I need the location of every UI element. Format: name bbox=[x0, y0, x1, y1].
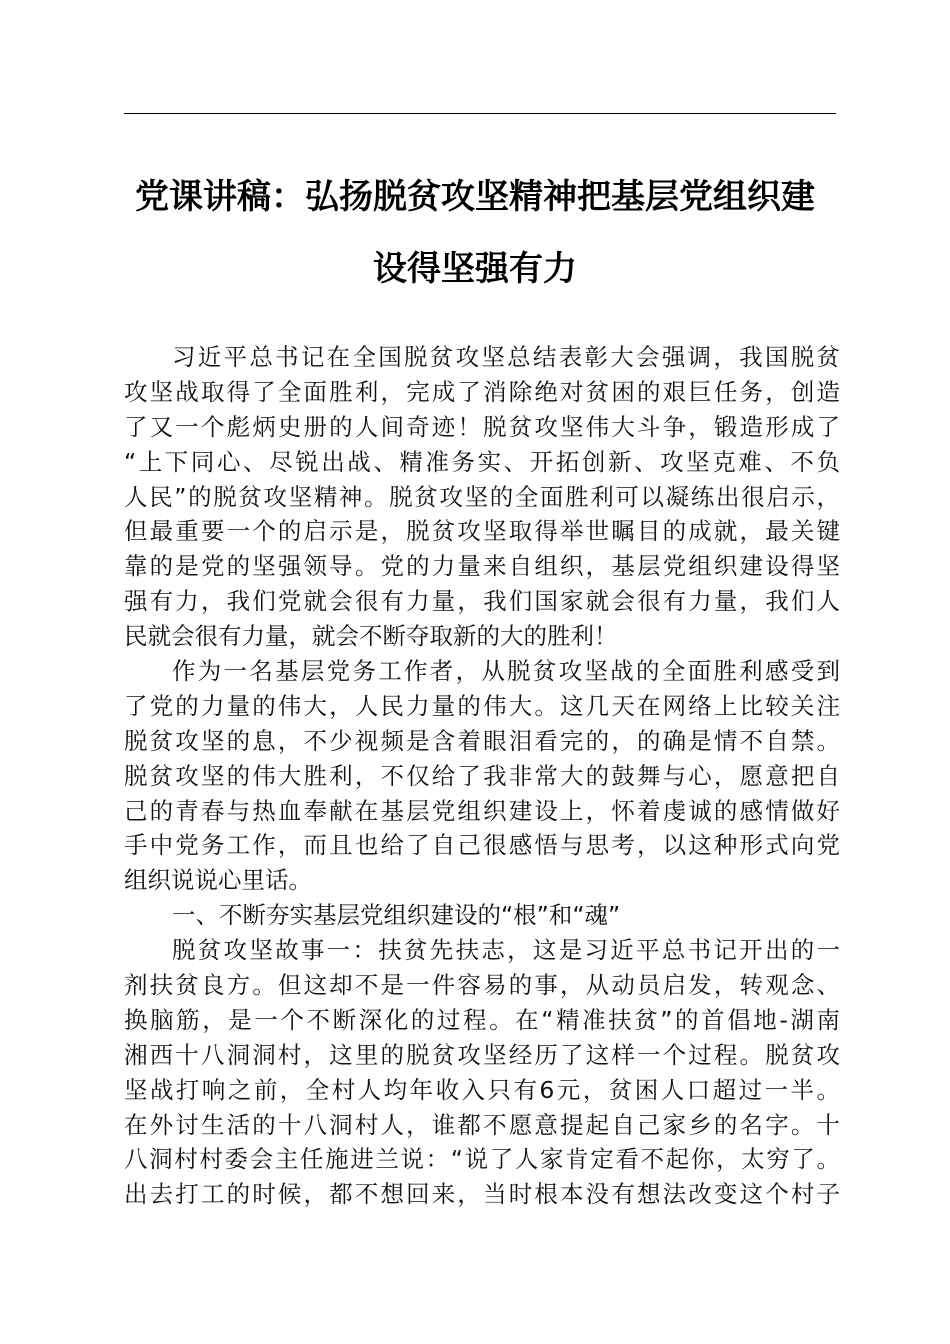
paragraph-1-line: 了又一个彪炳史册的人间奇迹！脱贫攻坚伟大斗争，锻造形成了 bbox=[124, 412, 840, 441]
paragraph-1-line: 攻坚战取得了全面胜利，完成了消除绝对贫困的艰巨任务，创造 bbox=[124, 377, 840, 406]
paragraph-1-line: 人民”的脱贫攻坚精神。脱贫攻坚的全面胜利可以凝练出很启示， bbox=[124, 482, 840, 511]
paragraph-3-line: 出去打工的时候，都不想回来，当时根本没有想法改变这个村子 bbox=[124, 1180, 840, 1209]
paragraph-1-line: 习近平总书记在全国脱贫攻坚总结表彰大会强调，我国脱贫 bbox=[172, 343, 840, 371]
paragraph-3-line: 脱贫攻坚故事一：扶贫先扶志，这是习近平总书记开出的一 bbox=[172, 936, 840, 965]
document-title-line-1: 党课讲稿：弘扬脱贫攻坚精神把基层党组织建 bbox=[135, 177, 815, 217]
paragraph-1-line: 但最重要一个的启示是，脱贫攻坚取得举世瞩目的成就，最关键 bbox=[124, 517, 840, 546]
paragraph-3-line: 在外讨生活的十八洞村人，谁都不愿意提起自己家乡的名字。十 bbox=[124, 1110, 840, 1139]
paragraph-3-line: 坚战打响之前，全村人均年收入只有6元，贫困人口超过一半。 bbox=[124, 1075, 840, 1104]
paragraph-2-line: 脱贫攻坚的息，不少视频是含着眼泪看完的，的确是情不自禁。 bbox=[124, 726, 840, 755]
paragraph-2-line: 了党的力量的伟大，人民力量的伟大。这几天在网络上比较关注 bbox=[124, 691, 840, 720]
paragraph-3-line: 剂扶贫良方。但这却不是一件容易的事，从动员启发，转观念、 bbox=[124, 971, 840, 1000]
paragraph-3-line: 换脑筋，是一个不断深化的过程。在“精准扶贫”的首倡地-湖南 bbox=[124, 1005, 840, 1034]
document-body bbox=[124, 340, 840, 1212]
paragraph-3-line: 八洞村村委会主任施进兰说：“说了人家肯定看不起你，太穷了。 bbox=[124, 1145, 840, 1174]
section-heading: 一、不断夯实基层党组织建设的“根”和“魂” bbox=[172, 901, 621, 930]
paragraph-2-line: 脱贫攻坚的伟大胜利，不仅给了我非常大的鼓舞与心，愿意把自 bbox=[124, 761, 840, 790]
paragraph-2-line: 己的青春与热血奉献在基层党组织建设上，怀着虔诚的感情做好 bbox=[124, 796, 840, 825]
paragraph-1-line: 民就会很有力量，就会不断夺取新的大的胜利！ bbox=[124, 622, 618, 651]
paragraph-1-line: “上下同心、尽锐出战、精准务实、开拓创新、攻坚克难、不负 bbox=[124, 447, 840, 476]
paragraph-1-line: 靠的是党的坚强领导。党的力量来自组织，基层党组织建设得坚 bbox=[124, 552, 840, 581]
document-title-line-2: 设得坚强有力 bbox=[373, 249, 577, 289]
paragraph-3-line: 湘西十八洞洞村，这里的脱贫攻坚经历了这样一个过程。脱贫攻 bbox=[124, 1040, 840, 1069]
paragraph-2-line: 手中党务工作，而且也给了自己很感悟与思考，以这种形式向党 bbox=[124, 831, 840, 860]
header-rule bbox=[124, 113, 836, 114]
paragraph-1-line: 强有力，我们党就会很有力量，我们国家就会很有力量，我们人 bbox=[124, 587, 840, 616]
paragraph-2-line: 作为一名基层党务工作者，从脱贫攻坚战的全面胜利感受到 bbox=[172, 657, 840, 686]
paragraph-2-line: 组织说说心里话。 bbox=[124, 866, 312, 895]
